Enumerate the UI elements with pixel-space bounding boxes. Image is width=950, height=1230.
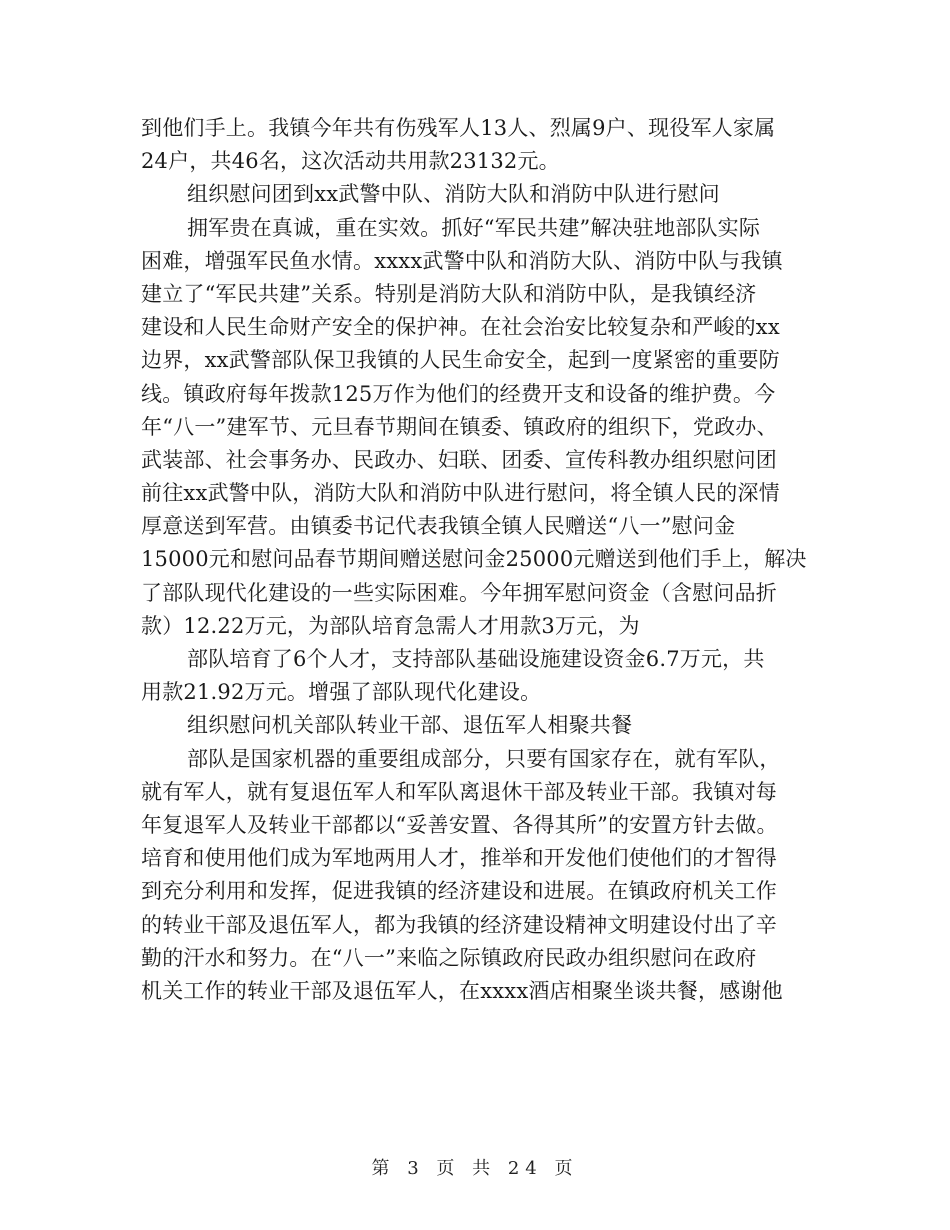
text-line: 款）12.22万元，为部队培育急需人才用款3万元，为 <box>141 613 640 638</box>
text-line: 线。镇政府每年拨款125万作为他们的经费开支和设备的维护费。今 <box>141 381 776 406</box>
text-line: 年复退军人及转业干部都以“妥善安置、各得其所”的安置方针去做。 <box>141 812 778 837</box>
text-line: 15000元和慰问品春节期间赠送慰问金25000元赠送到他们手上，解决 <box>141 547 807 572</box>
text-line: 建设和人民生命财产安全的保护神。在社会治安比较复杂和严峻的xx <box>141 315 780 340</box>
text-line: 就有军人，就有复退伍军人和军队离退休干部及转业干部。我镇对每 <box>141 779 777 804</box>
text-line: 24户，共46名，这次活动共用款23132元。 <box>141 149 560 174</box>
text-line: 年“八一”建军节、元旦春节期间在镇委、镇政府的组织下，党政办、 <box>141 414 778 439</box>
page-number-footer: 第 3 页 共 24 页 <box>371 1158 579 1179</box>
text-line: 建立了“军民共建”关系。特别是消防大队和消防中队，是我镇经济 <box>141 281 757 306</box>
text-line: 困难，增强军民鱼水情。xxxx武警中队和消防大队、消防中队与我镇 <box>141 248 783 273</box>
text-line: 用款21.92万元。增强了部队现代化建设。 <box>141 680 542 705</box>
text-line: 到他们手上。我镇今年共有伤残军人13人、烈属9户、现役军人家属 <box>141 116 776 140</box>
text-line: 部队培育了6个人才，支持部队基础设施建设资金6.7万元，共 <box>187 647 765 671</box>
section-heading: 组织慰问团到xx武警中队、消防大队和消防中队进行慰问 <box>187 182 720 207</box>
text-line: 培育和使用他们成为军地两用人才，推举和开发他们使他们的才智得 <box>141 846 777 871</box>
text-line: 了部队现代化建设的一些实际困难。今年拥军慰问资金（含慰问品折 <box>141 580 777 605</box>
text-line: 到充分利用和发挥，促进我镇的经济建设和进展。在镇政府机关工作 <box>141 879 777 904</box>
text-line: 厚意送到军营。由镇委书记代表我镇全镇人民赠送“八一”慰问金 <box>141 514 736 539</box>
text-line: 武装部、社会事务办、民政办、妇联、团委、宣传科教办组织慰问团 <box>141 447 777 472</box>
section-heading: 组织慰问机关部队转业干部、退伍军人相聚共餐 <box>187 713 633 738</box>
text-line: 部队是国家机器的重要组成部分，只要有国家存在，就有军队， <box>187 746 781 771</box>
text-line: 的转业干部及退伍军人，都为我镇的经济建设精神文明建设付出了辛 <box>141 912 777 937</box>
text-line: 机关工作的转业干部及退伍军人，在xxxx酒店相聚坐谈共餐，感谢他 <box>141 978 783 1003</box>
text-line: 边界，xx武警部队保卫我镇的人民生命安全，起到一度紧密的重要防 <box>141 348 780 373</box>
text-line: 勤的汗水和努力。在“八一”来临之际镇政府民政办组织慰问在政府 <box>141 945 757 970</box>
text-line: 前往xx武警中队，消防大队和消防中队进行慰问，将全镇人民的深情 <box>141 481 780 506</box>
text-line: 拥军贵在真诚，重在实效。抓好“军民共建”解决驻地部队实际 <box>187 215 761 240</box>
body-text <box>141 112 811 1008</box>
